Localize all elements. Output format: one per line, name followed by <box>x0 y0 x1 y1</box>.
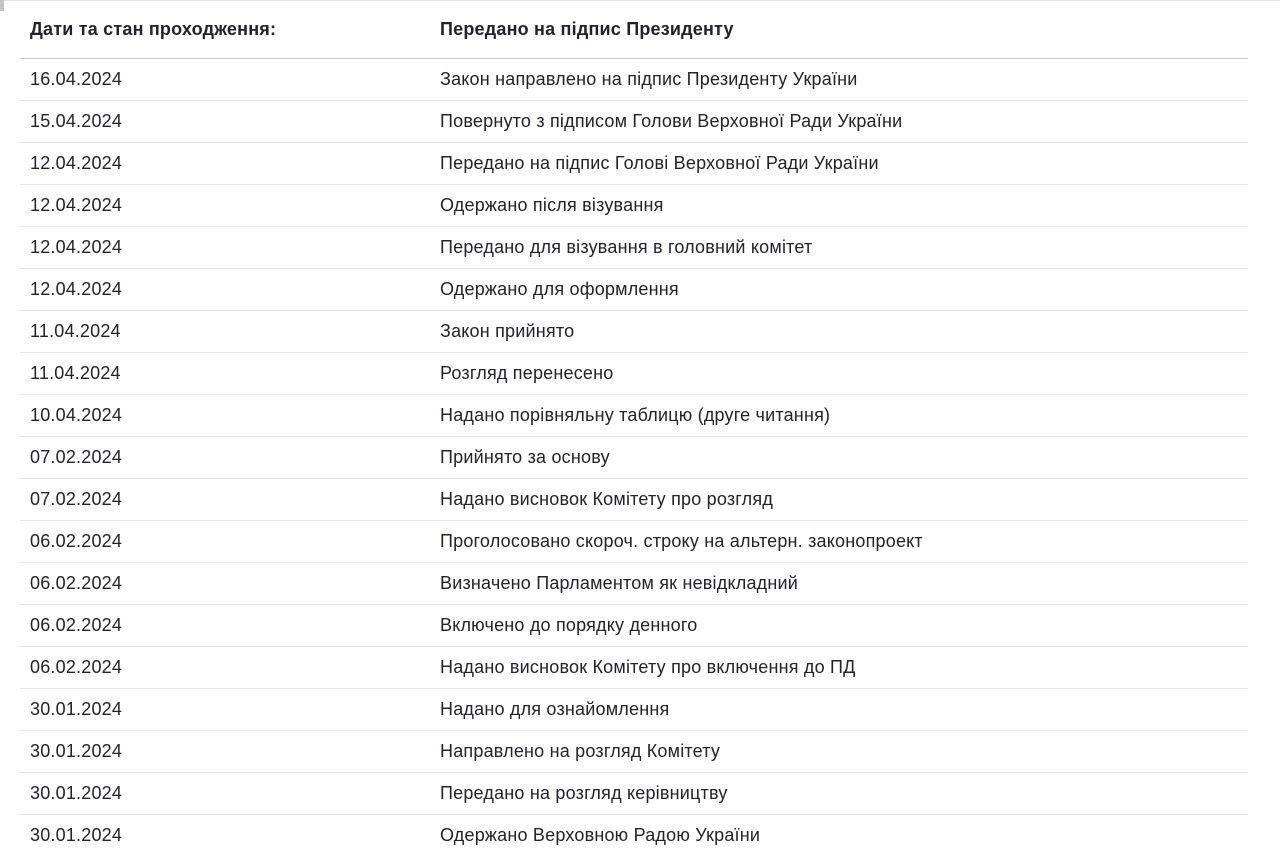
row-status: Визначено Парламентом як невідкладний <box>440 573 799 593</box>
table-row <box>20 436 1248 478</box>
row-status: Прийнято за основу <box>440 447 610 467</box>
table-row <box>20 520 1248 562</box>
row-date: 30.01.2024 <box>30 699 123 719</box>
row-status: Направлено на розгляд Комітету <box>440 741 721 761</box>
table-row <box>20 814 1248 855</box>
row-date: 10.04.2024 <box>30 405 123 425</box>
row-date: 06.02.2024 <box>30 615 123 635</box>
row-date: 07.02.2024 <box>30 447 123 467</box>
row-date: 12.04.2024 <box>30 237 123 257</box>
row-date: 11.04.2024 <box>30 363 121 383</box>
row-status: Закон направлено на підпис Президенту України <box>440 69 858 89</box>
table-row <box>20 646 1248 688</box>
row-date: 12.04.2024 <box>30 279 123 299</box>
row-status: Передано на розгляд керівництву <box>440 783 728 803</box>
row-status: Повернуто з підписом Голови Верховної Ради України <box>440 111 903 131</box>
row-date: 30.01.2024 <box>30 825 123 845</box>
table-row <box>20 730 1248 772</box>
row-date: 12.04.2024 <box>30 153 123 173</box>
row-date: 30.01.2024 <box>30 741 123 761</box>
table-row <box>20 142 1248 184</box>
header-current-status: Передано на підпис Президенту <box>440 18 734 39</box>
row-status: Одержано після візування <box>440 195 664 215</box>
row-status: Передано для візування в головний комітет <box>440 237 813 257</box>
table-row <box>20 478 1248 520</box>
row-date: 30.01.2024 <box>30 783 123 803</box>
table-row <box>20 58 1248 100</box>
table-row <box>20 688 1248 730</box>
row-date: 06.02.2024 <box>30 531 123 551</box>
row-date: 07.02.2024 <box>30 489 123 509</box>
table-body <box>0 58 1280 855</box>
table-row <box>20 268 1248 310</box>
row-status: Закон прийнято <box>440 321 575 341</box>
header-dates-column: Дати та стан проходження: <box>30 18 277 39</box>
table-row <box>20 226 1248 268</box>
row-status: Надано висновок Комітету про розгляд <box>440 489 774 509</box>
table-row <box>20 772 1248 814</box>
row-status: Надано порівняльну таблицю (друге читання) <box>440 405 831 425</box>
table-row <box>20 100 1248 142</box>
row-date: 16.04.2024 <box>30 69 123 89</box>
row-status: Включено до порядку денного <box>440 615 698 635</box>
row-status: Розгляд перенесено <box>440 363 614 383</box>
row-date: 11.04.2024 <box>30 321 121 341</box>
row-date: 12.04.2024 <box>30 195 123 215</box>
table-header-row <box>20 0 1248 58</box>
table-row <box>20 562 1248 604</box>
table-row <box>20 604 1248 646</box>
table-row <box>20 184 1248 226</box>
table-row <box>20 394 1248 436</box>
row-status: Надано для ознайомлення <box>440 699 670 719</box>
row-status: Одержано Верховною Радою України <box>440 825 761 845</box>
row-status: Проголосовано скороч. строку на альтерн. законопроект <box>440 531 923 551</box>
table-row <box>20 352 1248 394</box>
row-status: Одержано для оформлення <box>440 279 679 299</box>
row-date: 06.02.2024 <box>30 573 123 593</box>
row-status: Надано висновок Комітету про включення до ПД <box>440 657 856 677</box>
row-date: 15.04.2024 <box>30 111 123 131</box>
table-row <box>20 310 1248 352</box>
row-status: Передано на підпис Голові Верховної Ради України <box>440 153 879 173</box>
row-date: 06.02.2024 <box>30 657 123 677</box>
